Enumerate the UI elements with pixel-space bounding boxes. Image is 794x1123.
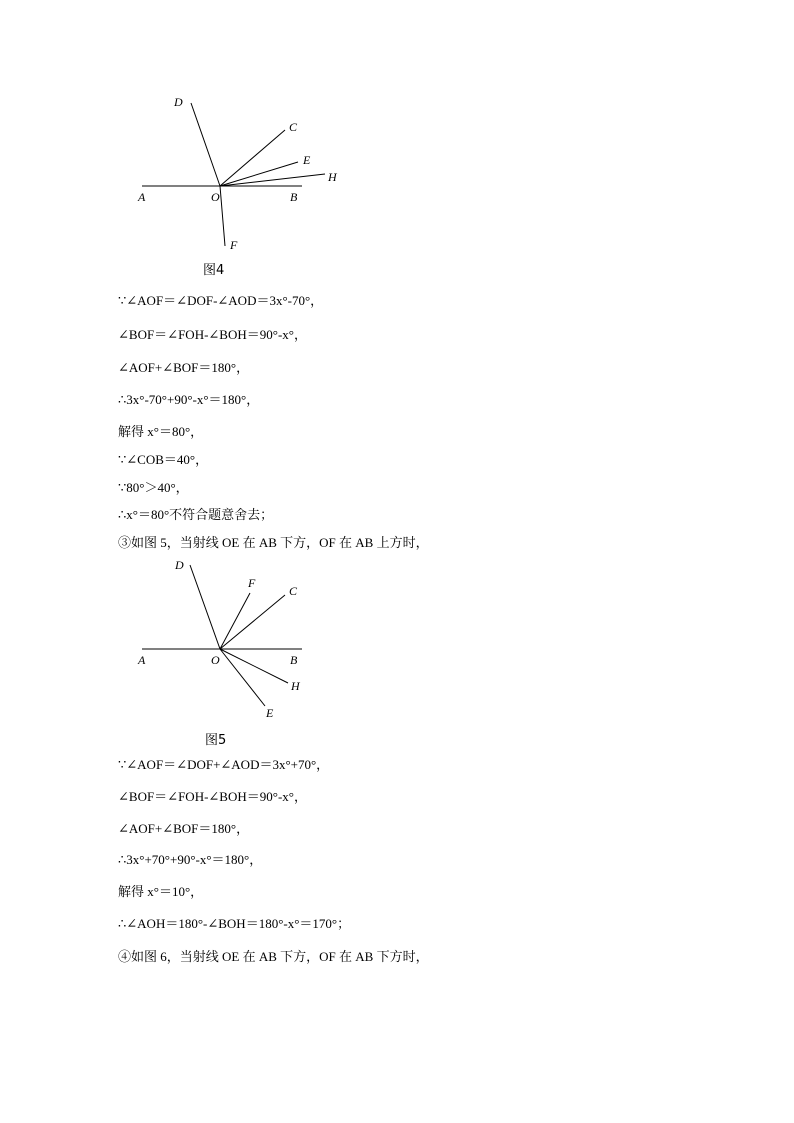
text-line: ∵∠AOF＝∠DOF+∠AOD＝3x°+70°， [118,757,330,772]
ray-oe [220,649,265,706]
label-h: H [328,170,337,184]
text-line: 解得 x°＝80°， [118,424,204,439]
label-o: O [211,653,220,667]
ray-oc [220,595,285,649]
text-line: ∴x°＝80°不符合题意舍去； [118,507,274,522]
label-e: E [303,153,311,167]
text-line: ∴3x°+70°+90°-x°＝180°， [118,852,263,867]
text-line: ∠BOF＝∠FOH-∠BOH＝90°-x°， [118,327,307,342]
label-e: E [266,706,274,720]
text-line: ③如图 5，当射线 OE 在 AB 下方，OF 在 AB 上方时， [118,535,429,550]
figure-5-diagram [130,553,350,723]
text-line: ∠AOF+∠BOF＝180°， [118,821,250,836]
ray-of [220,186,225,246]
ray-oh [220,174,325,186]
label-f: F [248,576,256,590]
text-line: ∠BOF＝∠FOH-∠BOH＝90°-x°， [118,789,307,804]
ray-oh [220,649,288,683]
label-f: F [230,238,238,252]
text-line: ④如图 6，当射线 OE 在 AB 下方，OF 在 AB 下方时， [118,949,429,964]
text-line: ∴3x°-70°+90°-x°＝180°， [118,392,260,407]
ray-oe [220,162,298,186]
text-line: 解得 x°＝10°， [118,884,204,899]
figure-4-caption: 图4 [203,263,225,278]
label-a: A [138,190,146,204]
label-c: C [289,120,298,134]
label-b: B [290,190,298,204]
ray-od [190,565,220,649]
figure-4-diagram [130,90,350,255]
label-d: D [175,558,184,572]
ray-od [191,103,220,186]
label-b: B [290,653,298,667]
text-line: ∵∠COB＝40°， [118,452,209,467]
text-line: ∵∠AOF＝∠DOF-∠AOD＝3x°-70°， [118,293,324,308]
ray-of [220,593,250,649]
label-c: C [289,584,298,598]
figure-5-caption: 图5 [205,733,227,748]
ray-oc [220,130,285,186]
label-d: D [174,95,183,109]
label-h: H [291,679,300,693]
text-line: ∴∠AOH＝180°-∠BOH＝180°-x°＝170°； [118,916,351,931]
label-a: A [138,653,146,667]
label-o: O [211,190,220,204]
text-line: ∵80°＞40°， [118,480,189,495]
text-line: ∠AOF+∠BOF＝180°， [118,360,250,375]
